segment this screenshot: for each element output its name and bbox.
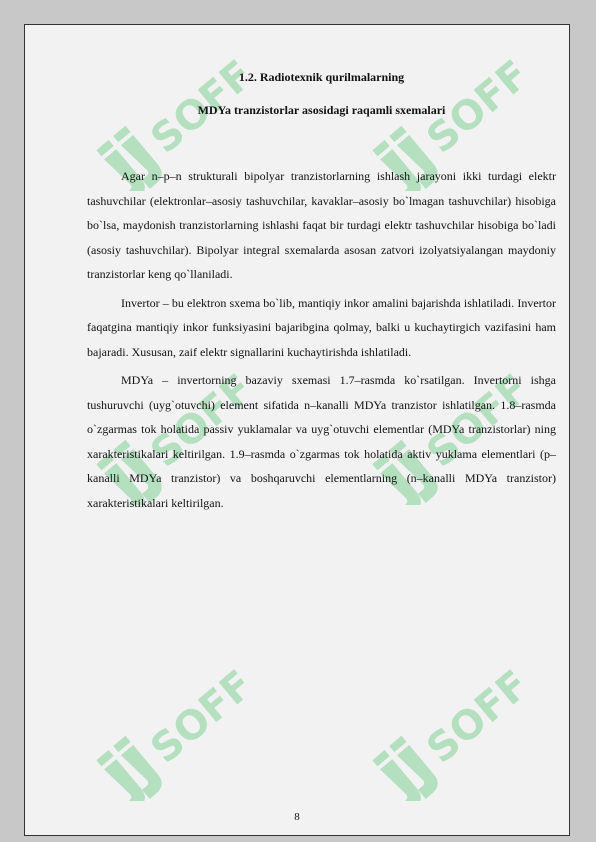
watermark-text: SOFF — [142, 661, 262, 773]
document-page — [24, 24, 570, 836]
watermark-text: SOFF — [142, 51, 262, 163]
section-title: 1.2. Radiotexnik qurilmalarning — [238, 70, 405, 84]
watermark-text: SOFF — [418, 51, 538, 163]
page-number: 8 — [294, 811, 300, 823]
document-body — [87, 65, 556, 515]
paragraph: Invertor – bu elektron sxema bo`lib, mantiqiy inkor amalini bajarishda ishlatiladi. Invertor faqatgina mantiqiy inkor funksiyasini bajaribgina qolmay, balki u kuchaytirgich vazifasini ham bajaradi. Xususan, zaif elektr signallarini kuchaytirishda ishlatiladi. — [87, 295, 556, 359]
watermark-logo — [347, 651, 557, 801]
watermark-text: SOFF — [142, 365, 262, 477]
section-subtitle: MDYa tranzistorlar asosidagi raqamli sxemalari — [197, 103, 446, 117]
paragraph: Agar n–p–n strukturali bipolyar tranzistorlarning ishlash jarayoni ikki turdagi elektr tashuvchilar (elektronlar–asosiy tashuvchilar, kavaklar–asosiy bo`lmagan tashuvchilar) hisobiga bo`lsa, maydonish tranzistorlarning ishlashi faqat bir turdagi elektr tashuvchilar hisobiga bo`ladi (asosiy tashuvchilar). Bipolyar integral sxemalarda asosan zatvori izolyatsiyalangan maydoniy tranzistorlar keng qo`llaniladi. — [87, 169, 556, 281]
watermark-text: SOFF — [418, 365, 538, 477]
watermark-logo — [71, 651, 281, 801]
watermark-text: SOFF — [418, 661, 538, 773]
paragraph: MDYa – invertorning bazaviy sxemasi 1.7–rasmda ko`rsatilgan. Invertorni ishga tushuruvchi (uyg`otuvchi) element sifatida n–kanalli MDYa tranzistor ishlatilgan. 1.8–rasmda o`zgarmas tok holatida passiv yuklamalar va uyg`otuvchi elementlar (MDYa tranzistorlar) ning xarakteristikalari keltirilgan. 1.9–rasmda o`zgarmas tok holatida aktiv yuklama elementlari (p–kanalli MDYa tranzistor) va boshqaruvchi elementlarning (n–kanalli MDYa tranzistor) xarakteristikalari keltirilgan. — [87, 373, 556, 510]
